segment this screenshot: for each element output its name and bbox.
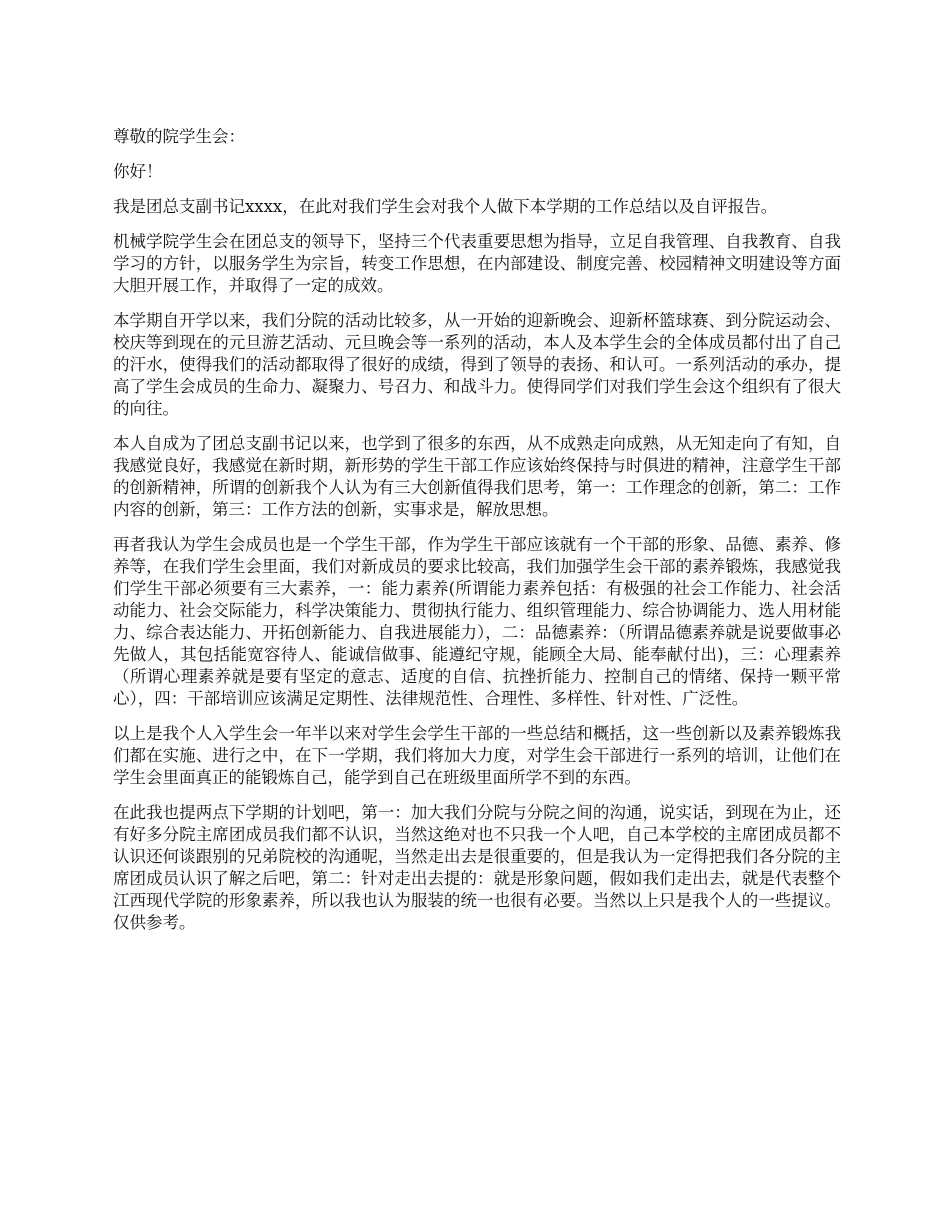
salutation: 尊敬的院学生会： — [113, 127, 245, 146]
greeting: 你好！ — [113, 162, 163, 181]
document-body — [113, 126, 841, 947]
paragraph-qualities: 再者我认为学生会成员也是一个学生干部，作为学生干部应该就有一个干部的形象、品德、素养、修养等，在我们学生会里面，我们对新成员的要求比较高，我们加强学生会干部的素养锻炼，我感觉我们学生干部必须要有三大素养，一：能力素养(所谓能力素养包括：有极强的社会工作能力、社会活动能力、社会交际能力，科学决策能力、贯彻执行能力、组织管理能力、综合协调能力、选人用材能力、综合表达能力、开拓创新能力、自我进展能力），二：品德素养：（所谓品德素养就是说要做事必先做人，其包括能宽容待人、能诚信做事、能遵纪守规，能顾全大局、能奉献付出)，三：心理素养（所谓心理素养就是要有坚定的意志、适度的自信、抗挫折能力、控制自己的情绪、保持一颗平常心），四：干部培训应该满足定期性、法律规范性、合理性、多样性、针对性、广泛性。 — [113, 535, 841, 708]
paragraph-innovation: 本人自成为了团总支副书记以来，也学到了很多的东西，从不成熟走向成熟，从无知走向了有知，自我感觉良好，我感觉在新时期，新形势的学生干部工作应该始终保持与时俱进的精神，注意学生干部的创新精神，所谓的创新我个人认为有三大创新值得我们思考，第一：工作理念的创新，第二：工作内容的创新，第三：工作方法的创新，实事求是，解放思想。 — [113, 434, 841, 519]
paragraph-college-overview: 机械学院学生会在团总支的领导下，坚持三个代表重要思想为指导，立足自我管理、自我教育、自我学习的方针，以服务学生为宗旨，转变工作思想，在内部建设、制度完善、校园精神文明建设等方面大胆开展工作，并取得了一定的成效。 — [113, 232, 841, 295]
paragraph-activities: 本学期自开学以来，我们分院的活动比较多，从一开始的迎新晚会、迎新杯篮球赛、到分院运动会、校庆等到现在的元旦游艺活动、元旦晚会等一系列的活动，本人及本学生会的全体成员都付出了自己的汗水，使得我们的活动都取得了很好的成绩，得到了领导的表扬、和认可。一系列活动的承办，提高了学生会成员的生命力、凝聚力、号召力、和战斗力。使得同学们对我们学生会这个组织有了很大的向往。 — [113, 311, 841, 418]
paragraph-summary: 以上是我个人入学生会一年半以来对学生会学生干部的一些总结和概括，这一些创新以及素养锻炼我们都在实施、进行之中，在下一学期，我们将加大力度，对学生会干部进行一系列的培训，让他们在学生会里面真正的能锻炼自己，能学到自己在班级里面所学不到的东西。 — [113, 724, 841, 787]
paragraph-intro: 我是团总支副书记xxxx，在此对我们学生会对我个人做下本学期的工作总结以及自评报告。 — [113, 197, 778, 216]
paragraph-plans: 在此我也提两点下学期的计划吧，第一：加大我们分院与分院之间的沟通，说实话，到现在为止，还有好多分院主席团成员我们都不认识，当然这绝对也不只我一个人吧，自己本学校的主席团成员都不认识还何谈跟别的兄弟院校的沟通呢，当然走出去是很重要的，但是我认为一定得把我们各分院的主席团成员认识了解之后吧，第二：针对走出去提的：就是形象问题，假如我们走出去，就是代表整个江西现代学院的形象素养，所以我也认为服装的统一也很有必要。当然以上只是我个人的一些提议。仅供参考。 — [113, 803, 841, 932]
